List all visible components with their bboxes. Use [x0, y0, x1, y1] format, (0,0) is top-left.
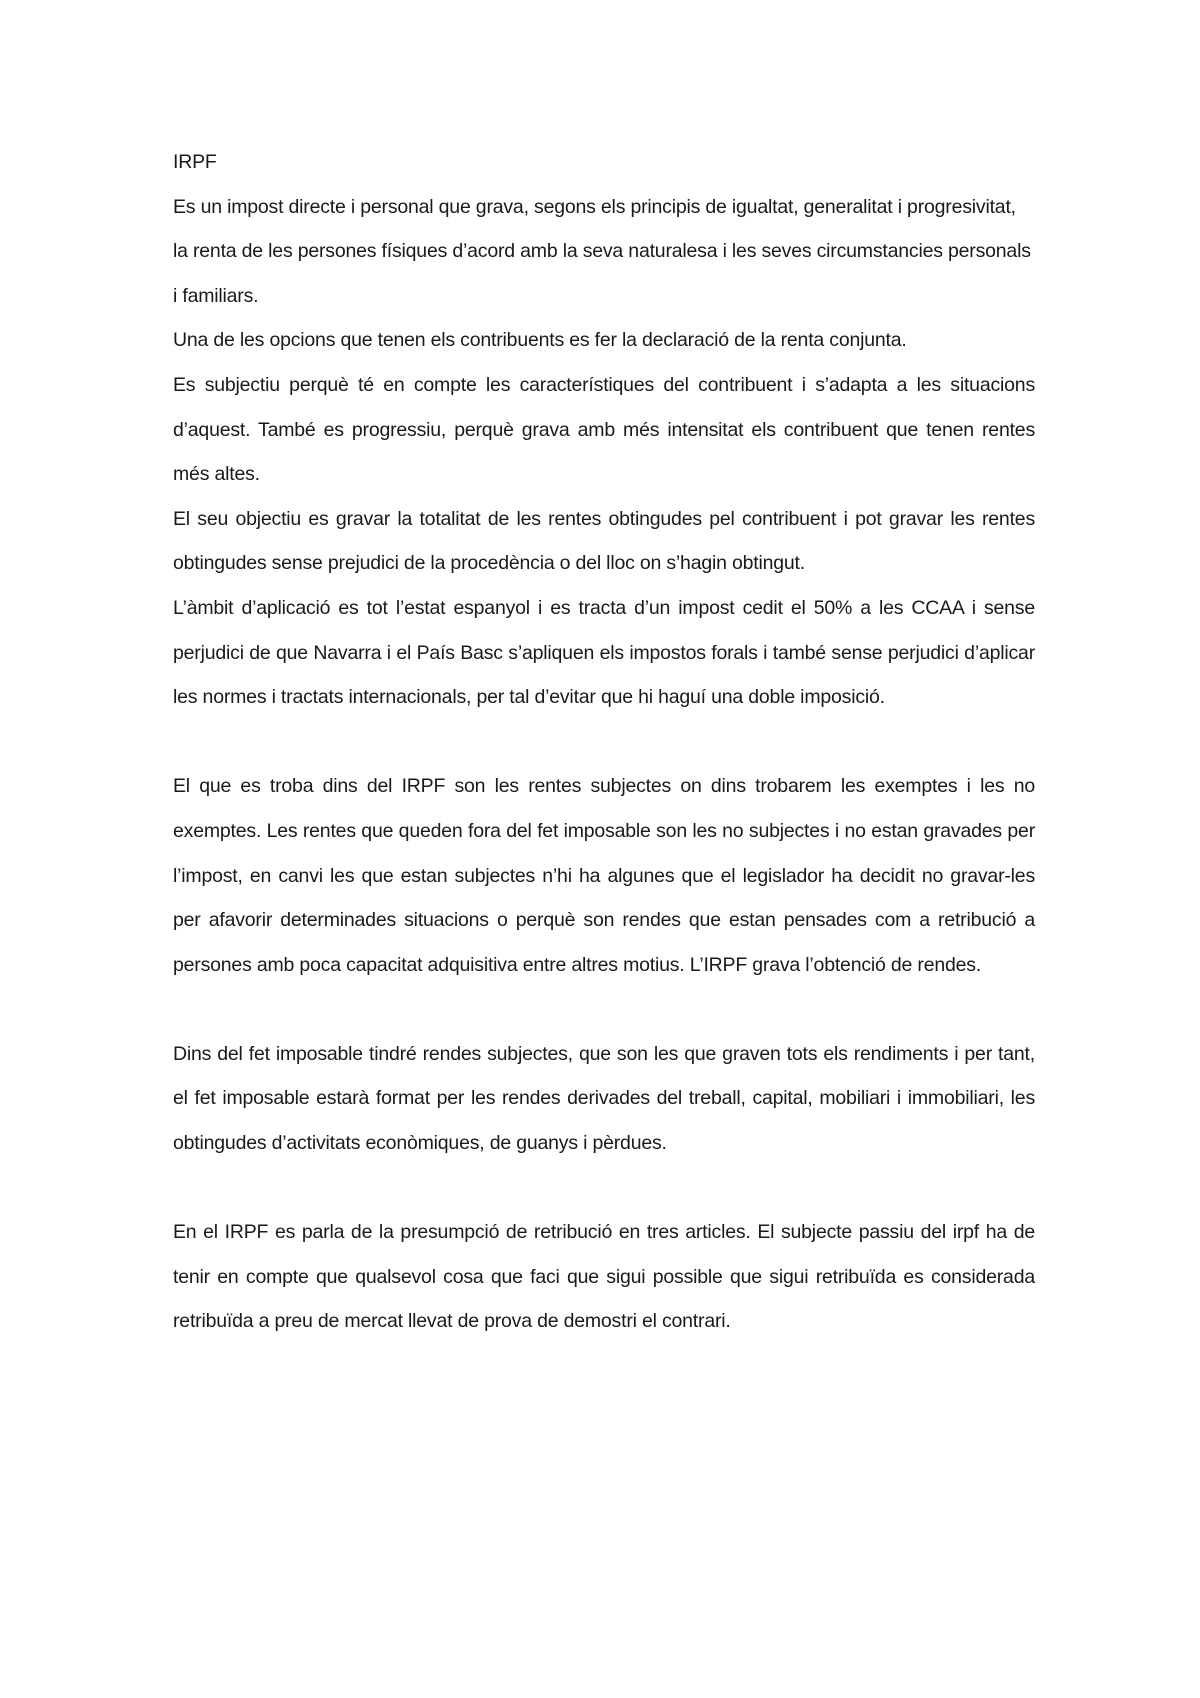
paragraph-scope: L’àmbit d’aplicació es tot l’estat espanyol i es tracta d’un impost cedit el 50% a les CCAA i sense perjudici de que Navarra i el País Basc s’apliquen els impostos forals i també sense perjudici d’aplicar les normes i tractats internacionals, per tal d’evitar que hi haguí una doble imposició. [173, 596, 1035, 709]
paragraph-joint-declaration: Una de les opcions que tenen els contribuents es fer la declaració de la renta conjunta. [173, 329, 907, 352]
paragraph-taxable-event: Dins del fet imposable tindré rendes subjectes, que son les que graven tots els rendiments i per tant, el fet imposable estarà format per les rendes derivades del treball, capital, mobiliari i immobiliari, les obtingudes d’activitats econòmiques, de guanys i pèrdues. [173, 1042, 1035, 1155]
paragraph-definition: Es un impost directe i personal que grava, segons els principis de igualtat, generalitat i progresivitat, la renta de les persones físiques d’acord amb la seva naturalesa i les seves circumstancies personals i familiars. [173, 195, 1031, 307]
paragraph-presumption: En el IRPF es parla de la presumpció de retribució en tres articles. El subjecte passiu del irpf ha de tenir en compte que qualsevol cosa que faci que sigui possible que sigui retribuïda es considerada retribuïda a preu de mercat llevat de prova de demostri el contrari. [173, 1221, 1035, 1333]
document-body [173, 140, 1035, 1344]
paragraph-spacer [173, 987, 1035, 1032]
paragraph-subject-rents: El que es troba dins del IRPF son les rentes subjectes on dins trobarem les exemptes i les no exemptes. Les rentes que queden fora del fet imposable son les no subjectes i no estan gravades per l’impost, en canvi les que estan subjectes n’hi ha algunes que el legislador ha decidit no gravar-les per afavorir determinades situacions o perquè son rendes que estan pensades com a retribució a persones amb poca capacitat adquisitiva entre altres motius. L’IRPF grava l’obtenció de rendes. [173, 775, 1035, 976]
paragraph-spacer [173, 720, 1035, 765]
document-title: IRPF [173, 151, 217, 173]
paragraph-objective: El seu objectiu es gravar la totalitat de les rentes obtingudes pel contribuent i pot gravar les rentes obtingudes sense prejudici de la procedència o del lloc on s’hagin obtingut. [173, 507, 1035, 575]
paragraph-spacer [173, 1166, 1035, 1211]
paragraph-subjective-progressive: Es subjectiu perquè té en compte les característiques del contribuent i s’adapta a les situacions d’aquest. També es progressiu, perquè grava amb més intensitat els contribuent que tenen rentes més altes. [173, 373, 1035, 486]
